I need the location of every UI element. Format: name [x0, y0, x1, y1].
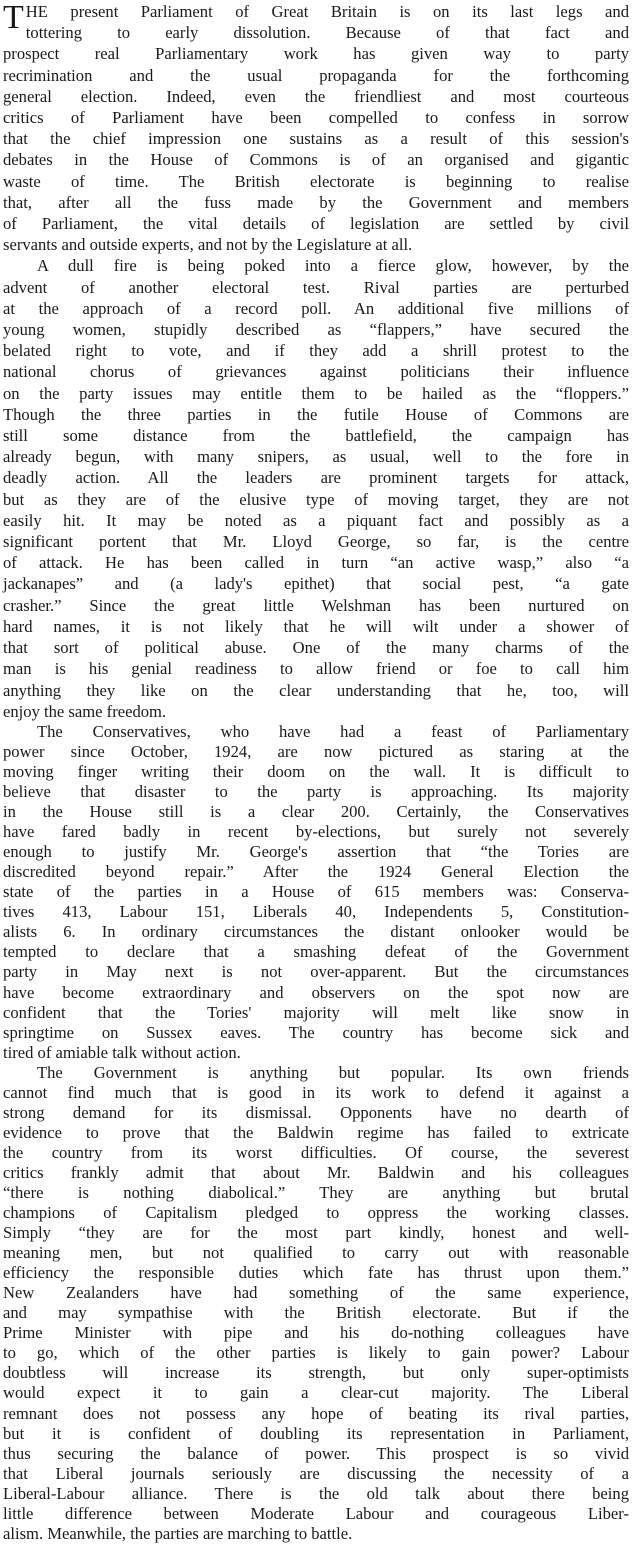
text-line: New Zealanders have had something of the same experience,	[3, 1283, 629, 1303]
text-line: debates in the House of Commons is of an organised and gigantic	[3, 150, 629, 170]
text-line: the country from its worst difficulties. Of course, the severest	[3, 1142, 629, 1162]
text-line: Liberal-Labour alliance. There is the old talk about there being	[3, 1483, 629, 1503]
text-line: doubtless will increase its strength, but only super-optimists	[3, 1363, 629, 1383]
text-line: “there is nothing diabolical.” They are anything but brutal	[3, 1182, 629, 1202]
text-line: significant portent that Mr. Lloyd George, so far, is the centre	[3, 532, 629, 552]
text-line: that sort of political abuse. One of the many charms of the	[3, 638, 629, 658]
text-line: tottering to early dissolution. Because of that fact and	[25, 23, 629, 43]
text-line: of attack. He has been called in turn “an active wasp,” also “a	[3, 553, 629, 573]
text-line: recrimination and the usual propaganda for the forthcoming	[3, 65, 629, 85]
text-line: tempted to declare that a smashing defeat of the Government	[3, 942, 629, 962]
text-line: but it is confident of doubling its representation in Parliament,	[3, 1423, 629, 1443]
text-line: cannot find much that is good in its work to defend it against a	[3, 1082, 629, 1102]
text-line: alists 6. In ordinary circumstances the distant onlooker would be	[3, 922, 629, 942]
text-line: belated right to vote, and if they add a shrill protest to the	[3, 341, 629, 361]
text-line: on the party issues may entitle them to be hailed as the “floppers.”	[3, 383, 629, 403]
text-line: prospect real Parliamentary work has given way to party	[3, 44, 629, 64]
text-line: tired of amiable talk without action.	[3, 1042, 241, 1062]
paragraph-1	[3, 1, 629, 255]
text-line: believe that disaster to the party is approaching. Its majority	[3, 782, 629, 802]
text-line: enough to justify Mr. George's assertion that “the Tories are	[3, 842, 629, 862]
paragraph-2	[3, 255, 629, 721]
text-line: discredited beyond repair.” After the 1924 General Election the	[3, 862, 629, 882]
paragraph-4	[3, 1063, 629, 1544]
text-line: anything they like on the clear understanding that he, too, will	[3, 680, 629, 700]
text-line: critics frankly admit that about Mr. Baldwin and his colleagues	[3, 1162, 629, 1182]
text-line: critics of Parliament have been compelled to confess in sorrow	[3, 108, 629, 128]
text-line: at the approach of a record poll. An additional five millions of	[3, 298, 629, 318]
text-line: waste of time. The British electorate is beginning to realise	[3, 171, 629, 191]
text-line: in the House still is a clear 200. Certainly, the Conservatives	[3, 802, 629, 822]
text-line: to go, which of the other parties is likely to gain power? Labour	[3, 1343, 629, 1363]
text-line: springtime on Sussex eaves. The country has become sick and	[3, 1022, 629, 1042]
text-line: evidence to prove that the Baldwin regime has failed to extricate	[3, 1122, 629, 1142]
text-line: Though the three parties in the futile House of Commons are	[3, 404, 629, 424]
paragraph-3	[3, 722, 629, 1063]
text-line: power since October, 1924, are now pictured as staring at the	[3, 741, 629, 761]
text-line: jackanapes” and (a lady's epithet) that social pest, “a gate	[3, 574, 629, 594]
text-line: have fared badly in recent by-elections, but surely not severely	[3, 822, 629, 842]
text-line: servants and outside experts, and not by the Legislature at all.	[3, 235, 413, 255]
text-line: deadly action. All the leaders are prominent targets for attack,	[3, 468, 629, 488]
text-line: Simply “they are for the most part kindly, honest and well-	[3, 1223, 629, 1243]
text-line: general election. Indeed, even the friendliest and most courteous	[3, 86, 629, 106]
text-line: meaning men, but not qualified to carry out with reasonable	[3, 1243, 629, 1263]
text-line: party in May next is not over-apparent. But the circumstances	[3, 962, 629, 982]
text-line: tives 413, Labour 151, Liberals 40, Independents 5, Constitution-	[3, 902, 629, 922]
text-line: strong demand for its dismissal. Opponents have no dearth of	[3, 1102, 629, 1122]
text-line: HE present Parliament of Great Britain is on its last legs and	[25, 2, 629, 21]
text-line: hard names, it is not likely that he will wilt under a shower of	[3, 616, 629, 636]
text-line: national chorus of grievances against politicians their influence	[3, 362, 629, 382]
text-line: young women, stupidly described as “flappers,” have secured the	[3, 320, 629, 340]
text-line: have become extraordinary and observers on the spot now are	[3, 982, 629, 1002]
text-line: already begun, with many snipers, as usual, well to the fore in	[3, 447, 629, 467]
text-line: confident that the Tories' majority will melt like snow in	[3, 1002, 629, 1022]
text-line: The Government is anything but popular. Its own friends	[37, 1062, 629, 1082]
text-line: A dull fire is being poked into a fierce glow, however, by the	[37, 256, 629, 276]
text-line: that, after all the fuss made by the Government and members	[3, 192, 629, 212]
text-line: crasher.” Since the great little Welshman has been nurtured on	[3, 595, 629, 615]
text-line: that the chief impression one sustains as a result of this session's	[3, 129, 629, 149]
text-line: moving finger writing their doom on the wall. It is difficult to	[3, 762, 629, 781]
text-line: that Liberal journals seriously are discussing the necessity of a	[3, 1463, 629, 1483]
text-line: The Conservatives, who have had a feast of Parliamentary	[37, 721, 629, 741]
text-line: but as they are of the elusive type of moving target, they are not	[3, 489, 629, 509]
text-line: Prime Minister with pipe and his do-nothing colleagues have	[3, 1323, 629, 1343]
text-line: remnant does not possess any hope of beating its rival parties,	[3, 1403, 629, 1423]
text-line: advent of another electoral test. Rival parties are perturbed	[3, 277, 629, 297]
text-line: man is his genial readiness to allow friend or foe to call him	[3, 659, 629, 679]
drop-cap: T	[3, 0, 24, 36]
text-line: and may sympathise with the British electorate. But if the	[3, 1303, 629, 1323]
text-line: state of the parties in a House of 615 members was: Conserva-	[3, 882, 629, 902]
text-line: champions of Capitalism pledged to oppress the working classes.	[3, 1203, 629, 1223]
text-line: alism. Meanwhile, the parties are marching to battle.	[3, 1523, 353, 1543]
text-line: of Parliament, the vital details of legislation are settled by civil	[3, 214, 629, 234]
text-line: enjoy the same freedom.	[3, 701, 167, 721]
text-line: easily hit. It may be noted as a piquant fact and possibly as a	[3, 510, 629, 530]
text-line: still some distance from the battlefield, the campaign has	[3, 426, 629, 446]
text-line: would expect it to gain a clear-cut majority. The Liberal	[3, 1383, 629, 1403]
text-line: thus securing the balance of power. This prospect is so vivid	[3, 1443, 629, 1463]
text-line: little difference between Moderate Labour and courageous Liber-	[3, 1503, 629, 1523]
article-column	[3, 0, 629, 1544]
text-line: efficiency the responsible duties which fate has thrust upon them.”	[3, 1263, 629, 1283]
